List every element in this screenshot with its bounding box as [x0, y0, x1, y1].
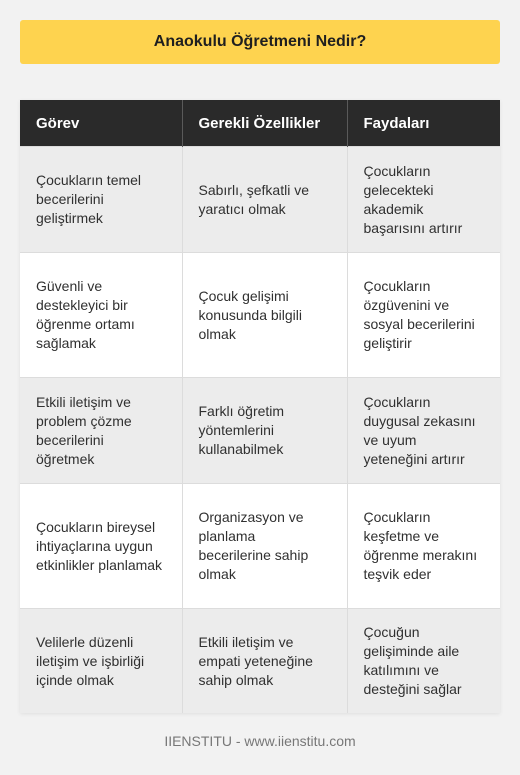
table-row	[20, 378, 500, 484]
cell-fayda: Çocukların duygusal zekasını ve uyum yeteneğini artırır	[347, 378, 500, 484]
table-row	[20, 609, 500, 714]
title-banner	[20, 20, 500, 64]
page-title: Anaokulu Öğretmeni Nedir?	[153, 33, 367, 50]
header-faydalari: Faydaları	[347, 100, 500, 147]
cell-gorev: Velilerle düzenli iletişim ve işbirliği içinde olmak	[20, 609, 182, 714]
table-row	[20, 253, 500, 378]
footer-text: IIENSTITU - www.iienstitu.com	[164, 733, 356, 749]
info-table-container	[20, 100, 500, 713]
header-gorev: Görev	[20, 100, 182, 147]
table-row	[20, 484, 500, 609]
cell-fayda: Çocukların gelecekteki akademik başarısını artırır	[347, 147, 500, 253]
cell-ozellik: Çocuk gelişimi konusunda bilgili olmak	[182, 253, 347, 378]
cell-gorev: Güvenli ve destekleyici bir öğrenme ortamı sağlamak	[20, 253, 182, 378]
cell-gorev: Çocukların bireysel ihtiyaçlarına uygun etkinlikler planlamak	[20, 484, 182, 609]
cell-ozellik: Etkili iletişim ve empati yeteneğine sahip olmak	[182, 609, 347, 714]
cell-gorev: Etkili iletişim ve problem çözme becerilerini öğretmek	[20, 378, 182, 484]
cell-ozellik: Organizasyon ve planlama becerilerine sahip olmak	[182, 484, 347, 609]
header-gerekli-ozellikler: Gerekli Özellikler	[182, 100, 347, 147]
cell-fayda: Çocukların özgüvenini ve sosyal becerilerini geliştirir	[347, 253, 500, 378]
cell-gorev: Çocukların temel becerilerini geliştirmek	[20, 147, 182, 253]
info-table	[20, 100, 500, 713]
cell-ozellik: Farklı öğretim yöntemlerini kullanabilmek	[182, 378, 347, 484]
table-row	[20, 147, 500, 253]
cell-ozellik: Sabırlı, şefkatli ve yaratıcı olmak	[182, 147, 347, 253]
cell-fayda: Çocukların keşfetme ve öğrenme merakını teşvik eder	[347, 484, 500, 609]
cell-fayda: Çocuğun gelişiminde aile katılımını ve desteğini sağlar	[347, 609, 500, 714]
table-header-row	[20, 100, 500, 147]
